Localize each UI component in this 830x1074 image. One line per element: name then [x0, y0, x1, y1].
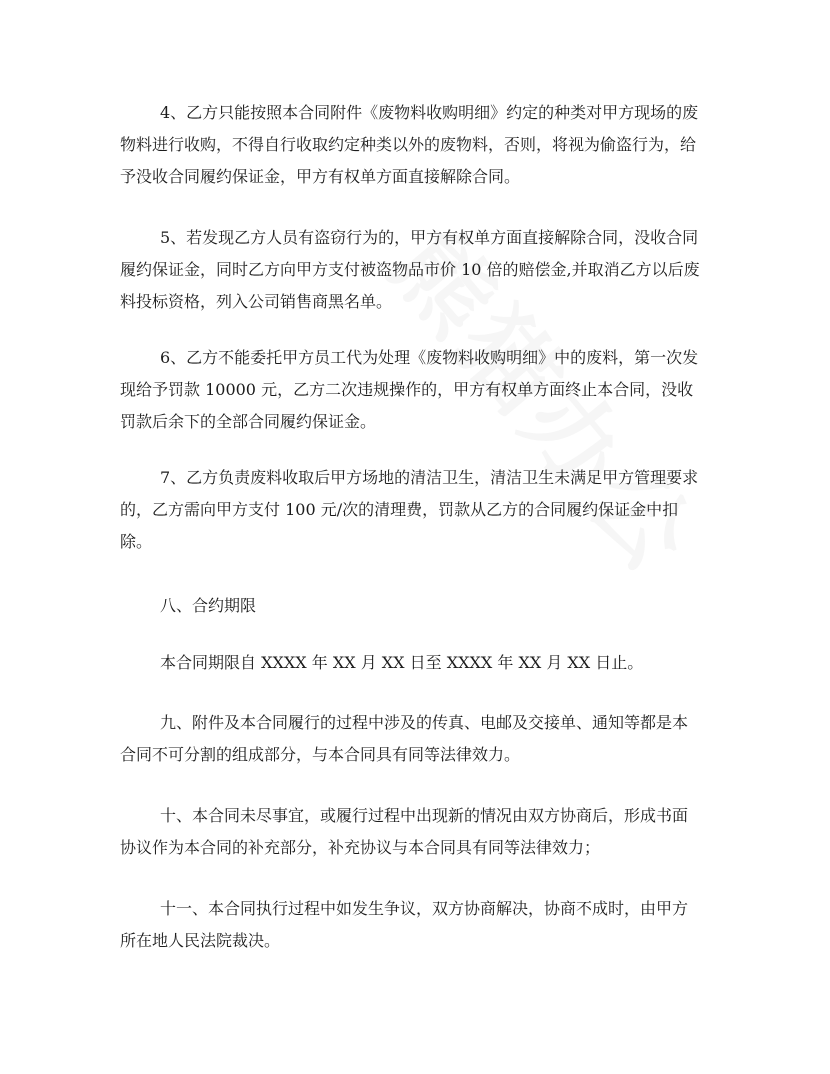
text-line: 除。: [120, 532, 153, 551]
clause-5-paragraph: [120, 222, 720, 318]
heading-text: 八、合约期限: [160, 596, 257, 615]
section-11-paragraph: [120, 893, 720, 957]
text-line: 现给予罚款 10000 元，乙方二次违规操作的，甲方有权单方面终止本合同，没收: [120, 380, 694, 399]
section-9-paragraph: [120, 707, 720, 771]
text-line: 所在地人民法院裁决。: [120, 931, 281, 950]
clause-7-paragraph: [120, 462, 720, 558]
text-line: 6、乙方不能委托甲方员工代为处理《废物料收购明细》中的废料，第一次发: [160, 348, 699, 367]
text-line: 十一、本合同执行过程中如发生争议，双方协商解决，协商不成时，由甲方: [160, 899, 689, 918]
section-10-paragraph: [120, 800, 720, 864]
section-8-heading: [120, 590, 720, 622]
text-line: 履约保证金，同时乙方向甲方支付被盗物品市价 10 倍的赔偿金,并取消乙方以后废: [120, 260, 700, 279]
text-line: 九、附件及本合同履行的过程中涉及的传真、电邮及交接单、通知等都是本: [160, 713, 689, 732]
text-line: 的，乙方需向甲方支付 100 元/次的清理费，罚款从乙方的合同履约保证金中扣: [120, 500, 679, 519]
clause-6-paragraph: [120, 342, 720, 438]
text-line: 料投标资格，列入公司销售商黑名单。: [120, 292, 393, 311]
text-line: 罚款后余下的全部合同履约保证金。: [120, 412, 377, 431]
clause-4-paragraph: [120, 97, 720, 193]
text-line: 本合同期限自 XXXX 年 XX 月 XX 日至 XXXX 年 XX 月 XX 日止。: [160, 653, 644, 672]
text-line: 7、乙方负责废料收取后甲方场地的清洁卫生，清洁卫生未满足甲方管理要求: [160, 468, 699, 487]
text-line: 协议作为本合同的补充部分，补充协议与本合同具有同等法律效力；: [120, 838, 601, 857]
text-line: 合同不可分割的组成部分，与本合同具有同等法律效力。: [120, 745, 521, 764]
contract-term-paragraph: [120, 647, 720, 679]
text-line: 十、本合同未尽事宜，或履行过程中出现新的情况由双方协商后，形成书面: [160, 806, 689, 825]
text-line: 物料进行收购，不得自行收取约定种类以外的废物料，否则，将视为偷盗行为，给: [120, 135, 697, 154]
text-line: 5、若发现乙方人员有盗窃行为的，甲方有权单方面直接解除合同，没收合同: [160, 228, 699, 247]
text-line: 4、乙方只能按照本合同附件《废物料收购明细》约定的种类对甲方现场的废: [160, 103, 699, 122]
text-line: 予没收合同履约保证金，甲方有权单方面直接解除合同。: [120, 167, 521, 186]
